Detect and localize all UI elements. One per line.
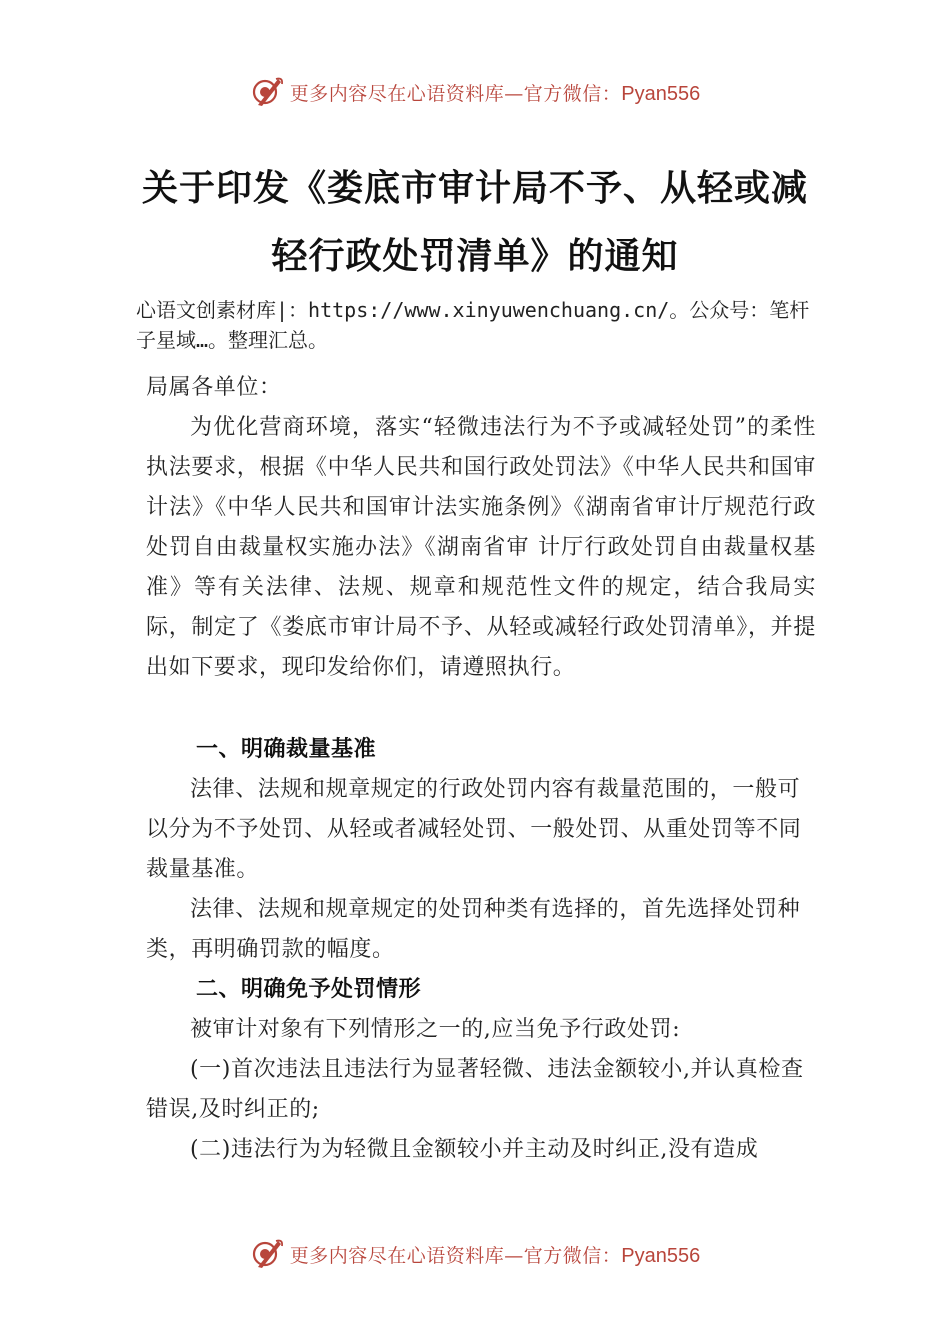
section-2-item-1: (一)首次违法且违法行为显著轻微、违法金额较小,并认真检查错误,及时纠正的;: [146, 1057, 804, 1122]
header-watermark: [0, 72, 950, 112]
document-title-line-2: 轻行政处罚清单》的通知: [271, 236, 679, 277]
quill-pen-icon: [250, 75, 284, 109]
intro-paragraph: 为优化营商环境，落实“轻微违法行为不予或减轻处罚”的柔性执法要求，根据《中华人民共和国行政处罚法》《中华人民共和国审计法》《中华人民共和国审计法实施条例》《湖南省审计厅规范行政处罚自由裁量权实施办法》《湖南省审 计厅行政处罚自由裁量权基准》等有关法律、法规、规章和规范性文件的规定，结合我局实际，制定了《娄底市审计局不予、从轻或减轻行政处罚清单》，并提出如下要求，现印发给你们，请遵照执行。: [146, 415, 816, 680]
wechat-id: Pyan556: [621, 82, 701, 105]
wechat-id: Pyan556: [621, 1244, 701, 1267]
document-title-line-1: 关于印发《娄底市审计局不予、从轻或减: [141, 168, 808, 209]
section-2-intro: 被审计对象有下列情形之一的,应当免予行政处罚:: [190, 1017, 681, 1042]
section-1-paragraph-2: 法律、法规和规章规定的处罚种类有选择的，首先选择处罚种类，再明确罚款的幅度。: [146, 897, 801, 962]
watermark-text: 更多内容尽在心语资料库—官方微信：Pyan556: [289, 1244, 701, 1267]
salutation: 局属各单位：: [146, 375, 282, 400]
section-2-heading: 二、明确免予处罚情形: [196, 977, 422, 1002]
source-note: 心语文创素材库|：https://www.xinyuwenchuang.cn/。公众号：笔杆子星域…。整理汇总。: [136, 298, 810, 352]
section-2-item-2: (二)违法行为为轻微且金额较小并主动及时纠正,没有造成: [190, 1137, 759, 1162]
quill-pen-icon: [250, 1237, 284, 1271]
section-1-heading: 一、明确裁量基准: [196, 737, 377, 762]
watermark-text: 更多内容尽在心语资料库—官方微信：Pyan556: [289, 82, 701, 105]
section-1-paragraph-1: 法律、法规和规章规定的行政处罚内容有裁量范围的，一般可以分为不予处罚、从轻或者减轻处罚、一般处罚、从重处罚等不同裁量基准。: [146, 777, 802, 882]
footer-watermark: [0, 1234, 950, 1274]
